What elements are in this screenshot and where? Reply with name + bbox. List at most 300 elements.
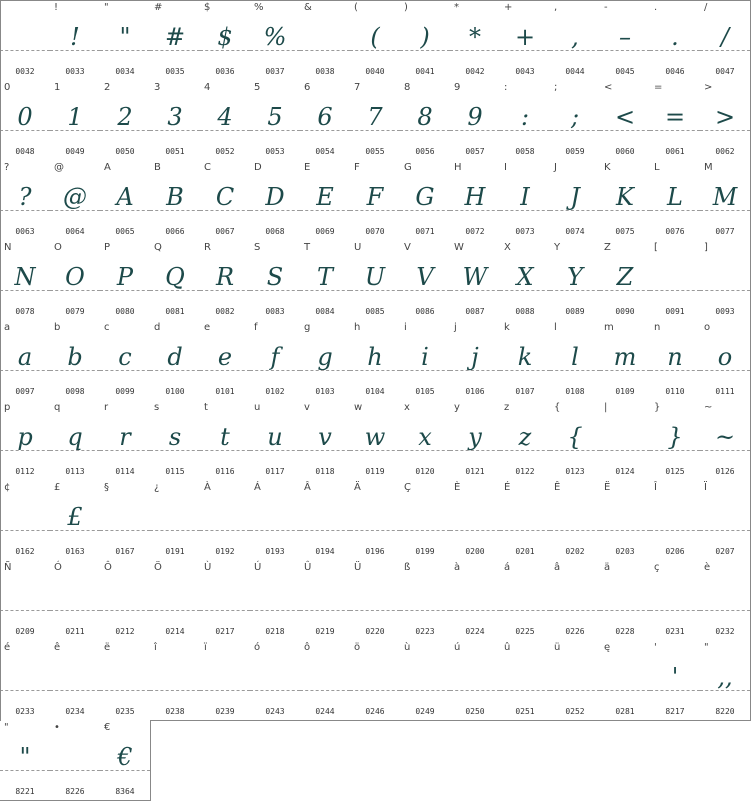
- baseline-divider: [300, 130, 350, 131]
- glyph-cell: [50, 0, 101, 81]
- character-code: 0214: [165, 627, 185, 636]
- baseline-divider: [300, 450, 350, 451]
- glyph-cell: [0, 560, 51, 641]
- reference-character: C: [204, 162, 211, 173]
- glyph-cell: [400, 80, 451, 161]
- font-glyph-sample: [700, 574, 750, 620]
- reference-character: A: [104, 162, 111, 173]
- character-code: 8221: [15, 787, 35, 796]
- font-glyph-sample: [600, 494, 650, 540]
- reference-character: ę: [604, 642, 611, 653]
- reference-character: O: [54, 242, 62, 253]
- character-code: 0055: [365, 147, 385, 156]
- glyph-cell: [200, 400, 251, 481]
- font-glyph-sample: £: [67, 503, 83, 531]
- font-glyph-sample: 5: [267, 103, 283, 131]
- font-glyph-sample: r: [119, 423, 131, 451]
- font-glyph-sample: V: [416, 263, 434, 291]
- reference-character: p: [4, 402, 11, 413]
- character-code: 0117: [265, 467, 285, 476]
- reference-character: ]: [704, 242, 708, 253]
- font-glyph-sample: [150, 574, 200, 620]
- baseline-divider: [550, 610, 600, 611]
- character-code: 0100: [165, 387, 185, 396]
- font-glyph-sample: [300, 494, 350, 540]
- reference-character: Â: [304, 482, 311, 493]
- reference-character: â: [554, 562, 561, 573]
- font-glyph-sample: [0, 574, 50, 620]
- baseline-divider: [50, 690, 100, 691]
- glyph-cell: [200, 640, 251, 721]
- baseline-divider: [500, 50, 550, 51]
- reference-character: 2: [104, 82, 111, 93]
- font-glyph-sample: –: [619, 23, 631, 51]
- reference-character: ,: [554, 2, 558, 13]
- glyph-cell: [650, 80, 701, 161]
- glyph-cell: [250, 160, 301, 241]
- reference-character: G: [404, 162, 412, 173]
- baseline-divider: [700, 290, 750, 291]
- character-code: 0036: [215, 67, 235, 76]
- glyph-cell: [350, 0, 401, 81]
- baseline-divider: [0, 210, 50, 211]
- baseline-divider: [150, 290, 200, 291]
- reference-character: Ï: [704, 482, 707, 493]
- character-code: 0207: [715, 547, 735, 556]
- font-glyph-sample: [350, 574, 400, 620]
- glyph-cell: [200, 160, 251, 241]
- font-glyph-sample: g: [317, 343, 333, 371]
- character-code: 0243: [265, 707, 285, 716]
- character-code: 0090: [615, 307, 635, 316]
- glyph-cell: [600, 240, 651, 321]
- reference-character: ~: [704, 402, 713, 413]
- baseline-divider: [400, 450, 450, 451]
- reference-character: /: [704, 2, 708, 13]
- font-glyph-sample: R: [215, 263, 235, 291]
- glyph-cell: [0, 480, 51, 561]
- glyph-cell: [0, 160, 51, 241]
- baseline-divider: [150, 130, 200, 131]
- character-code: 0047: [715, 67, 735, 76]
- font-glyph-sample: [50, 734, 100, 780]
- baseline-divider: [200, 690, 250, 691]
- glyph-cell: [400, 0, 451, 81]
- font-glyph-sample: 6: [317, 103, 333, 131]
- reference-character: £: [54, 482, 61, 493]
- character-code: 0211: [65, 627, 85, 636]
- baseline-divider: [50, 290, 100, 291]
- character-code: 0192: [215, 547, 235, 556]
- baseline-divider: [150, 50, 200, 51]
- glyph-cell: [550, 640, 601, 721]
- reference-character: ö: [354, 642, 361, 653]
- glyph-cell: [550, 160, 601, 241]
- baseline-divider: [650, 450, 700, 451]
- baseline-divider: [650, 210, 700, 211]
- font-glyph-sample: [100, 494, 150, 540]
- glyph-cell: [450, 400, 501, 481]
- baseline-divider: [700, 50, 750, 51]
- glyph-cell: [600, 480, 651, 561]
- character-code: 0033: [65, 67, 85, 76]
- font-glyph-sample: 7: [367, 103, 383, 131]
- baseline-divider: [650, 690, 700, 691]
- glyph-cell: [200, 0, 251, 81]
- glyph-cell: [350, 160, 401, 241]
- glyph-cell: [300, 560, 351, 641]
- font-glyph-sample: a: [17, 343, 33, 371]
- glyph-cell: [700, 560, 751, 641]
- reference-character: Ê: [554, 482, 561, 493]
- reference-character: Q: [154, 242, 162, 253]
- reference-character: 1: [54, 82, 61, 93]
- character-code: 0108: [565, 387, 585, 396]
- font-glyph-sample: [0, 654, 50, 700]
- font-glyph-sample: b: [67, 343, 83, 371]
- font-glyph-sample: [400, 654, 450, 700]
- font-glyph-sample: [200, 654, 250, 700]
- reference-character: 5: [254, 82, 261, 93]
- baseline-divider: [600, 530, 650, 531]
- glyph-cell: [150, 240, 201, 321]
- font-glyph-sample: i: [421, 343, 429, 371]
- glyph-cell: [400, 160, 451, 241]
- reference-character: 0: [4, 82, 11, 93]
- baseline-divider: [550, 290, 600, 291]
- glyph-cell: [0, 240, 51, 321]
- reference-character: {: [554, 402, 561, 413]
- character-code: 0196: [365, 547, 385, 556]
- character-code: 0224: [465, 627, 485, 636]
- baseline-divider: [300, 370, 350, 371]
- font-glyph-sample: W: [462, 263, 488, 291]
- character-code: 0077: [715, 227, 735, 236]
- reference-character: [: [654, 242, 658, 253]
- baseline-divider: [550, 530, 600, 531]
- baseline-divider: [50, 450, 100, 451]
- character-code: 0246: [365, 707, 385, 716]
- font-glyph-sample: [650, 574, 700, 620]
- baseline-divider: [100, 450, 150, 451]
- font-glyph-sample: [550, 654, 600, 700]
- glyph-cell: [50, 400, 101, 481]
- reference-character: ï: [204, 642, 207, 653]
- reference-character: I: [504, 162, 507, 173]
- font-glyph-sample: [0, 14, 50, 60]
- character-code: 0244: [315, 707, 335, 716]
- font-glyph-sample: >: [714, 103, 736, 131]
- character-code: 0054: [315, 147, 335, 156]
- reference-character: Ä: [354, 482, 361, 493]
- reference-character: È: [454, 482, 461, 493]
- character-code: 0093: [715, 307, 735, 316]
- font-glyph-sample: =: [664, 103, 686, 131]
- character-code: 0035: [165, 67, 185, 76]
- character-code: 0070: [365, 227, 385, 236]
- baseline-divider: [650, 130, 700, 131]
- glyph-cell: [250, 640, 301, 721]
- character-code: 0091: [665, 307, 685, 316]
- baseline-divider: [100, 210, 150, 211]
- baseline-divider: [400, 290, 450, 291]
- character-code: 0202: [565, 547, 585, 556]
- reference-character: Ó: [54, 562, 62, 573]
- glyph-cell: [350, 400, 401, 481]
- reference-character: z: [504, 402, 510, 413]
- glyph-cell: [250, 0, 301, 81]
- font-glyph-sample: f: [270, 343, 280, 371]
- font-glyph-sample: 3: [167, 103, 183, 131]
- character-code: 0056: [415, 147, 435, 156]
- baseline-divider: [350, 610, 400, 611]
- baseline-divider: [600, 450, 650, 451]
- baseline-divider: [400, 690, 450, 691]
- baseline-divider: [500, 130, 550, 131]
- character-code: 0104: [365, 387, 385, 396]
- reference-character: n: [654, 322, 661, 333]
- font-glyph-sample: M: [712, 183, 738, 211]
- glyph-cell: [300, 80, 351, 161]
- baseline-divider: [600, 690, 650, 691]
- font-glyph-sample: j: [471, 343, 479, 371]
- character-code: 0065: [115, 227, 135, 236]
- font-glyph-sample: ;: [570, 103, 580, 131]
- baseline-divider: [400, 370, 450, 371]
- character-code: 0191: [165, 547, 185, 556]
- character-code: 0112: [15, 467, 35, 476]
- character-code: 0063: [15, 227, 35, 236]
- font-glyph-sample: O: [65, 263, 85, 291]
- character-code: 0048: [15, 147, 35, 156]
- reference-character: 4: [204, 82, 211, 93]
- glyph-cell: [50, 560, 101, 641]
- glyph-cell: [600, 560, 651, 641]
- character-code: 0045: [615, 67, 635, 76]
- baseline-divider: [700, 130, 750, 131]
- glyph-cell: [550, 0, 601, 81]
- reference-character: W: [454, 242, 464, 253]
- reference-character: ¿: [154, 482, 160, 493]
- glyph-cell: [500, 640, 551, 721]
- reference-character: l: [554, 322, 557, 333]
- character-code: 0041: [415, 67, 435, 76]
- font-glyph-sample: [700, 254, 750, 300]
- reference-character: g: [304, 322, 311, 333]
- character-code: 0051: [165, 147, 185, 156]
- character-code: 0109: [615, 387, 635, 396]
- baseline-divider: [0, 610, 50, 611]
- character-code: 0044: [565, 67, 585, 76]
- font-glyph-sample: ": [119, 23, 131, 51]
- glyph-cell: [600, 640, 651, 721]
- baseline-divider: [200, 210, 250, 211]
- reference-character: Ú: [254, 562, 262, 573]
- reference-character: V: [404, 242, 411, 253]
- character-code: 0097: [15, 387, 35, 396]
- glyph-cell: [450, 160, 501, 241]
- font-glyph-sample: [200, 494, 250, 540]
- baseline-divider: [200, 290, 250, 291]
- glyph-cell: [600, 400, 651, 481]
- character-code: 0101: [215, 387, 235, 396]
- font-glyph-sample: (: [370, 23, 380, 51]
- character-code: 0053: [265, 147, 285, 156]
- reference-character: w: [354, 402, 363, 413]
- baseline-divider: [50, 530, 100, 531]
- glyph-cell: [100, 560, 151, 641]
- reference-character: T: [304, 242, 311, 253]
- reference-character: <: [604, 82, 613, 93]
- baseline-divider: [650, 50, 700, 51]
- baseline-divider: [550, 210, 600, 211]
- character-code: 0163: [65, 547, 85, 556]
- glyph-cell: [300, 400, 351, 481]
- font-glyph-sample: [500, 654, 550, 700]
- font-glyph-sample: l: [571, 343, 579, 371]
- character-code: 0073: [515, 227, 535, 236]
- character-code: 0081: [165, 307, 185, 316]
- character-code: 0038: [315, 67, 335, 76]
- reference-character: $: [204, 2, 211, 13]
- baseline-divider: [400, 610, 450, 611]
- reference-character: Y: [554, 242, 561, 253]
- character-code: 0105: [415, 387, 435, 396]
- baseline-divider: [250, 210, 300, 211]
- font-glyph-sample: {: [567, 423, 583, 451]
- reference-character: 3: [154, 82, 161, 93]
- reference-character: .: [654, 2, 658, 13]
- glyph-cell: [400, 560, 451, 641]
- character-code: 0251: [515, 707, 535, 716]
- font-glyph-sample: [650, 254, 700, 300]
- baseline-divider: [100, 50, 150, 51]
- character-code: 8364: [115, 787, 135, 796]
- baseline-divider: [0, 290, 50, 291]
- baseline-divider: [250, 690, 300, 691]
- character-code: 0103: [315, 387, 335, 396]
- baseline-divider: [550, 130, 600, 131]
- glyph-cell: [600, 0, 651, 81]
- reference-character: Á: [254, 482, 261, 493]
- character-code: 0106: [465, 387, 485, 396]
- reference-character: ä: [604, 562, 611, 573]
- character-code: 0220: [365, 627, 385, 636]
- glyph-cell: [0, 80, 51, 161]
- reference-character: a: [4, 322, 11, 333]
- character-code: 0078: [15, 307, 35, 316]
- glyph-cell: [0, 720, 51, 801]
- glyph-cell: [50, 640, 101, 721]
- character-code: 0088: [515, 307, 535, 316]
- font-glyph-sample: 0: [17, 103, 33, 131]
- baseline-divider: [450, 370, 500, 371]
- character-code: 0225: [515, 627, 535, 636]
- font-glyph-sample: !: [70, 23, 80, 51]
- glyph-cell: [50, 80, 101, 161]
- baseline-divider: [250, 370, 300, 371]
- baseline-divider: [100, 530, 150, 531]
- character-code: 0087: [465, 307, 485, 316]
- reference-character: i: [404, 322, 407, 333]
- baseline-divider: [300, 290, 350, 291]
- glyph-cell: [650, 640, 701, 721]
- baseline-divider: [550, 450, 600, 451]
- reference-character: Û: [304, 562, 312, 573]
- baseline-divider: [100, 370, 150, 371]
- baseline-divider: [650, 370, 700, 371]
- glyph-cell: [100, 320, 151, 401]
- baseline-divider: [350, 290, 400, 291]
- font-glyph-sample: P: [116, 263, 134, 291]
- character-code: 0111: [715, 387, 735, 396]
- baseline-divider: [500, 530, 550, 531]
- glyph-cell: [300, 640, 351, 721]
- reference-character: h: [354, 322, 361, 333]
- font-glyph-sample: [150, 654, 200, 700]
- reference-character: M: [704, 162, 713, 173]
- baseline-divider: [250, 450, 300, 451]
- baseline-divider: [100, 130, 150, 131]
- character-code: 0120: [415, 467, 435, 476]
- baseline-divider: [550, 50, 600, 51]
- baseline-divider: [50, 130, 100, 131]
- font-glyph-sample: 1: [67, 103, 83, 131]
- reference-character: Ü: [354, 562, 362, 573]
- font-glyph-sample: o: [717, 343, 733, 371]
- reference-character: Ù: [204, 562, 212, 573]
- baseline-divider: [700, 210, 750, 211]
- character-code: 0122: [515, 467, 535, 476]
- character-code: 0212: [115, 627, 135, 636]
- glyph-cell: [200, 320, 251, 401]
- reference-character: P: [104, 242, 111, 253]
- baseline-divider: [0, 690, 50, 691]
- reference-character: §: [104, 482, 109, 493]
- baseline-divider: [600, 610, 650, 611]
- baseline-divider: [200, 50, 250, 51]
- glyph-cell: [550, 480, 601, 561]
- font-glyph-sample: :: [520, 103, 530, 131]
- reference-character: 7: [354, 82, 361, 93]
- font-glyph-sample: ~: [714, 423, 736, 451]
- baseline-divider: [250, 290, 300, 291]
- glyph-cell: [600, 160, 651, 241]
- reference-character: &: [304, 2, 312, 13]
- reference-character: (: [354, 2, 358, 13]
- font-glyph-sample: €: [117, 743, 133, 771]
- reference-character: É: [504, 482, 511, 493]
- font-glyph-sample: [300, 14, 350, 60]
- glyph-cell: [350, 640, 401, 721]
- character-code: 0083: [265, 307, 285, 316]
- character-code: 0049: [65, 147, 85, 156]
- character-code: 8217: [665, 707, 685, 716]
- glyph-cell: [500, 560, 551, 641]
- glyph-cell: [650, 560, 701, 641]
- character-code: 0250: [465, 707, 485, 716]
- reference-character: m: [604, 322, 614, 333]
- character-code: 0218: [265, 627, 285, 636]
- glyph-cell: [150, 480, 201, 561]
- font-glyph-sample: s: [168, 423, 182, 451]
- reference-character: Ç: [404, 482, 411, 493]
- character-code: 0076: [665, 227, 685, 236]
- glyph-cell: [0, 0, 51, 81]
- reference-character: ü: [554, 642, 561, 653]
- glyph-cell: [300, 480, 351, 561]
- glyph-cell: [700, 160, 751, 241]
